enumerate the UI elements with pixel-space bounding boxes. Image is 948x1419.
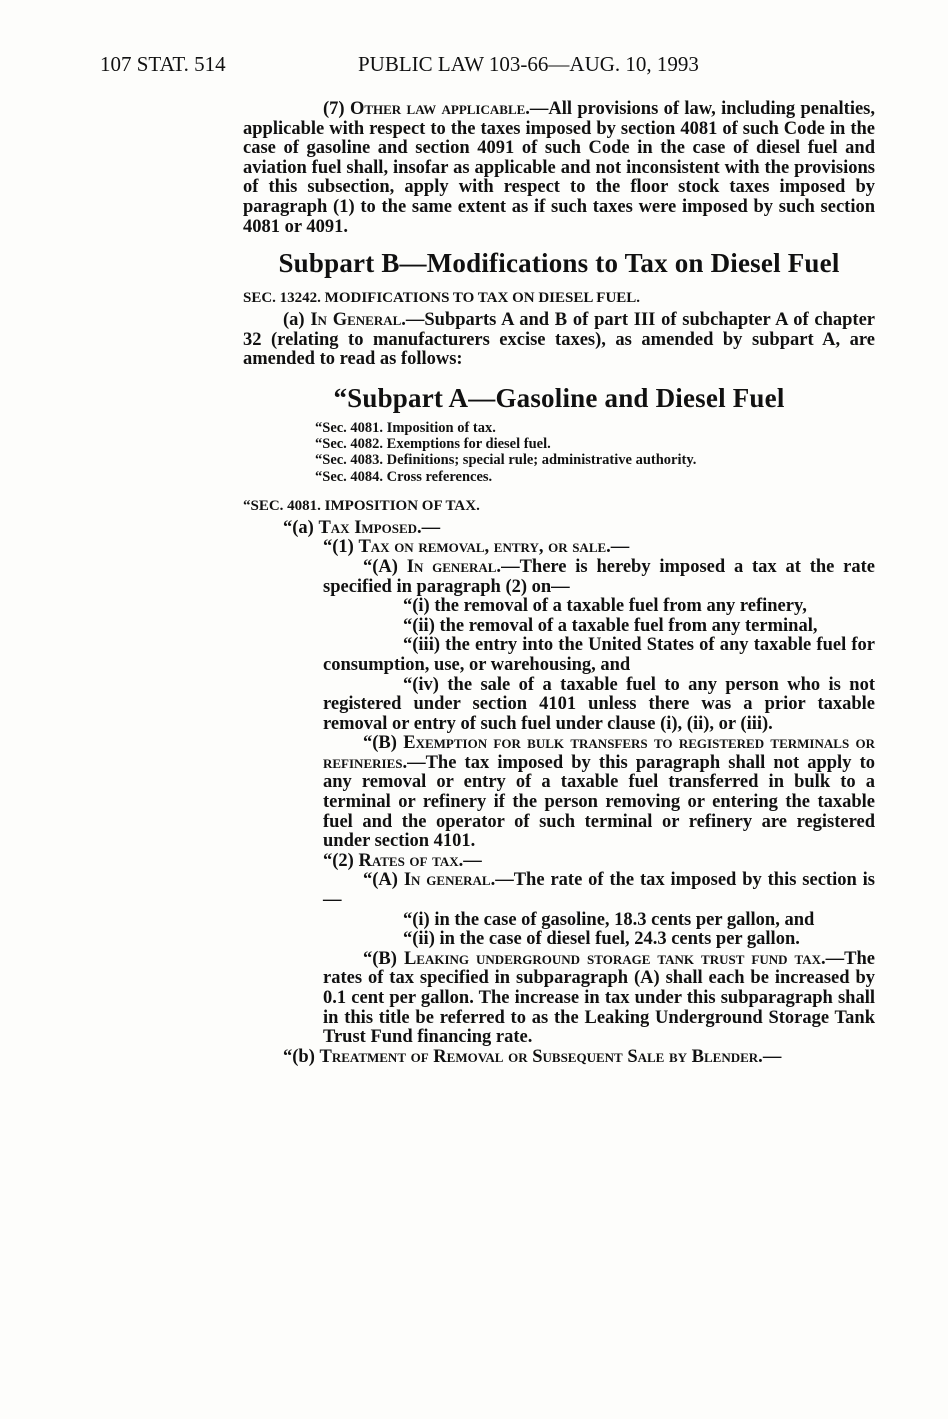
paragraph-7-heading: Other law applicable. xyxy=(349,99,530,119)
clause-ii: “(ii) the removal of a taxable fuel from any terminal, xyxy=(403,615,818,636)
paragraph-a1: “(1) Tax on removal, entry, or sale.— xyxy=(323,537,630,558)
paragraph-a2-heading: Rates of tax. xyxy=(358,850,464,871)
rate-clause-ii: “(ii) in the case of diesel fuel, 24.3 cents per gallon. xyxy=(403,929,800,950)
section-4081-heading: “SEC. 4081. IMPOSITION OF TAX. xyxy=(243,497,480,514)
section-13242-heading: SEC. 13242. MODIFICATIONS TO TAX ON DIESEL FUEL. xyxy=(243,290,641,307)
subparagraph-a1B: “(B) Exemption for bulk transfers to registered terminals or refineries.—The tax imposed by this paragraph shall not apply to any removal or entry of a taxable fuel transferred in bulk to a terminal or refinery if the person removing or entering the taxable fuel and the operator of such terminal or refinery are registered under section 4101. xyxy=(323,733,875,852)
subsection-a: “(a) Tax Imposed.— xyxy=(283,517,441,538)
paragraph-7-text: —All provisions of law, including penalties, applicable with respect to the taxes imposed by section 4081 of such Code in the case of gasoline and section 4091 of such Code in the case of diesel fuel and aviation fuel shall, insofar as applicable and not inconsistent with the provisions of this subsection, apply with respect to the floor stock taxes imposed by paragraph (1) to the same extent as if such taxes were imposed by such section 4081 or 4091. xyxy=(243,99,876,237)
paragraph-a: (a) In General.—Subparts A and B of part III of subchapter A of chapter 32 (relating to manufacturers excise taxes), as amended by subpart A, are amended to read as follows: xyxy=(243,310,875,370)
subparagraph-a2A-heading: In general. xyxy=(403,870,496,891)
paragraph-a-heading: In General. xyxy=(310,310,406,331)
statute-page-number: 107 STAT. 514 xyxy=(100,52,226,76)
subparagraph-a2A: “(A) In general.—The rate of the tax imposed by this section is— xyxy=(323,870,875,911)
toc-item: “Sec. 4084. Cross references. xyxy=(315,468,493,485)
subsection-b: “(b) Treatment of Removal or Subsequent Sale by Blender.— xyxy=(283,1046,782,1067)
public-law-title: PUBLIC LAW 103-66—AUG. 10, 1993 xyxy=(358,52,699,76)
subpart-a-title: “Subpart A—Gasoline and Diesel Fuel xyxy=(333,382,785,413)
clause-i: “(i) the removal of a taxable fuel from any refinery, xyxy=(403,596,807,617)
document-body xyxy=(243,100,875,1067)
subparagraph-a1A: “(A) In general.—There is hereby imposed a tax at the rate specified in paragraph (2) on— xyxy=(323,556,875,597)
toc-item: “Sec. 4083. Definitions; special rule; administrative authority. xyxy=(315,452,697,469)
subparagraph-a1A-heading: In general. xyxy=(406,556,502,577)
paragraph-a1-heading: Tax on removal, entry, or sale. xyxy=(358,537,611,558)
subpart-b-title: Subpart B—Modifications to Tax on Diesel Fuel xyxy=(278,248,840,279)
subparagraph-a2B: “(B) Leaking underground storage tank trust fund tax.—The rates of tax specified in subparagraph (A) shall each be increased by 0.1 cent per gallon. The increase in tax under this subparagraph shall in this title be referred to as the Leaking Underground Storage Tank Trust Fund financing rate. xyxy=(323,948,875,1048)
subsection-a-heading: Tax Imposed. xyxy=(318,517,422,538)
toc-item: “Sec. 4081. Imposition of tax. xyxy=(315,419,496,436)
paragraph-a-text: —Subparts A and B of part III of subchapter A of chapter 32 (relating to manufacturers excise taxes), as amended by subpart A, are amended to read as follows: xyxy=(243,310,875,370)
subparagraph-a2B-heading: Leaking underground storage tank trust fund tax. xyxy=(403,948,826,969)
table-of-sections xyxy=(315,420,875,485)
subsection-b-heading: Treatment of Removal or Subsequent Sale by Blender. xyxy=(319,1046,763,1067)
toc-item: “Sec. 4082. Exemptions for diesel fuel. xyxy=(315,436,551,453)
paragraph-a2: “(2) Rates of tax.— xyxy=(323,850,482,871)
subparagraph-a1B-heading: Exemption for bulk transfers to registered terminals or refineries. xyxy=(323,733,875,773)
clause-iii: “(iii) the entry into the United States of any taxable fuel for consumption, use, or warehousing, and xyxy=(323,635,875,675)
clause-iv: “(iv) the sale of a taxable fuel to any person who is not registered under section 4101 unless there was a prior taxable removal or entry of such fuel under clause (i), (ii), or (iii). xyxy=(323,674,875,734)
paragraph-7: (7) Other law applicable.—All provisions of law, including penalties, applicable with respect to the taxes imposed by section 4081 of such Code in the case of gasoline and section 4091 of such Code in the case of diesel fuel and aviation fuel shall, insofar as applicable and not inconsistent with the provisions of this subsection, apply with respect to the floor stock taxes imposed by paragraph (1) to the same extent as if such taxes were imposed by such section 4081 or 4091. xyxy=(243,99,876,237)
rate-clause-i: “(i) in the case of gasoline, 18.3 cents per gallon, and xyxy=(403,909,815,930)
